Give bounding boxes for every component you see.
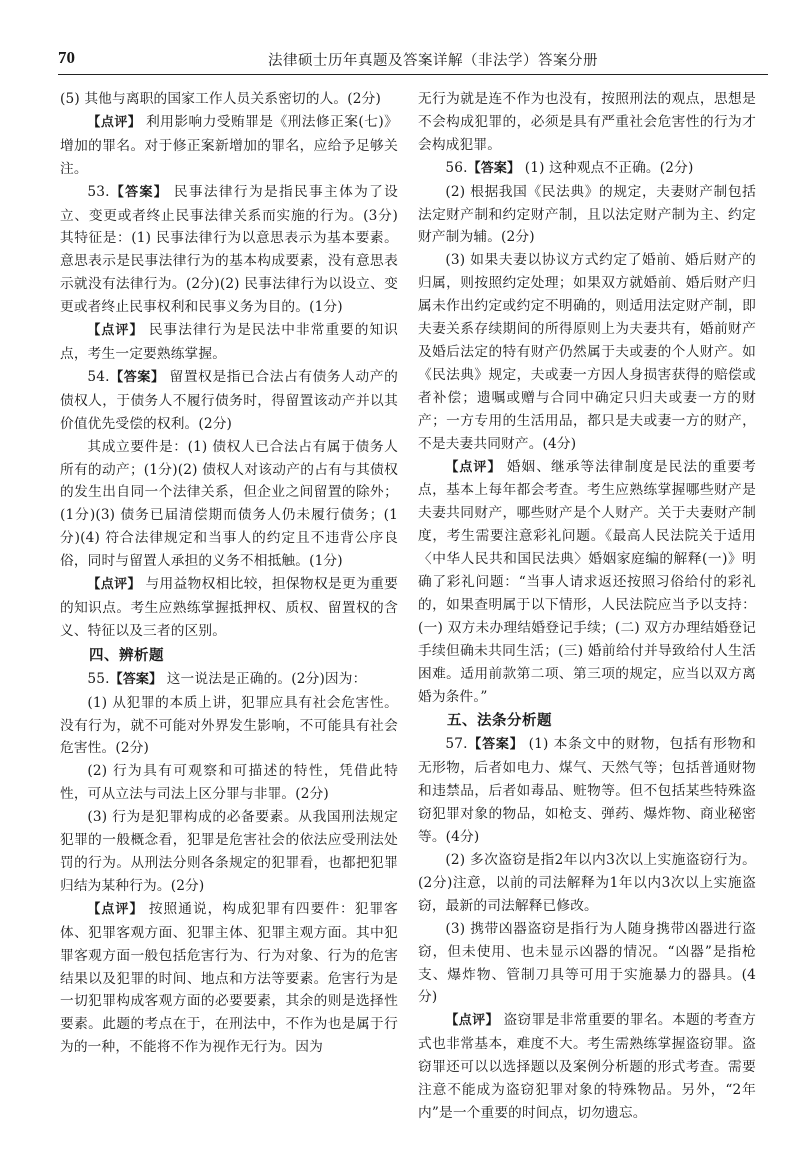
comment-tag: 【点评】 — [87, 901, 144, 917]
page-number: 70 — [58, 48, 75, 67]
q54-answer-text: 留置权是指已合法占有债务人动产的债权人，于债务人不履行债务时，得留置该动产并以其价值优先受偿的权利。(2分) — [60, 368, 398, 432]
answer-tag: 【答案】 — [109, 184, 169, 200]
comment-tag: 【点评】 — [87, 323, 144, 339]
left-column — [60, 88, 398, 1059]
comment-tag: 【点评】 — [445, 459, 502, 475]
q52-answer-end: (5) 其他与离职的国家工作人员关系密切的人。(2分) — [60, 91, 381, 107]
q54-comment-text: 与用益物权相比较，担保物权是更为重要的知识点。考生应熟练掌握抵押权、质权、留置权的含义、特征以及三者的区别。 — [60, 576, 398, 639]
q55-comment-continued: 无行为就是连不作为也没有，按照刑法的观点，思想是不会构成犯罪的，必须是具有严重社会危害性的行为才会构成犯罪。 — [418, 91, 756, 153]
q54-comment — [60, 573, 398, 643]
q56-number: 56. — [445, 159, 468, 176]
q57-answer — [418, 733, 756, 849]
q57-comment — [418, 1009, 756, 1125]
answer-tag: 【答案】 — [109, 671, 163, 687]
q53-answer-text: 民事法律行为是指民事主体为了设立、变更或者终止民事法律关系而实施的行为。(3分)其特征是：(1) 民事法律行为以意思表示为基本要素。意思表示是民事法律行为的基本构成要素，没有意思表示就没有法律行为。(2分)(2) 民事法律行为以设立、变更或者终止民事权利和民事义务为目的。(1分) — [60, 183, 398, 316]
q57-point-3: (3) 携带凶器盗窃是指行为人随身携带凶器进行盗窃，但未使用、也未显示凶器的情况。“凶器”是指枪支、爆炸物、管制刀具等可用于实施暴力的器具。(4分) — [418, 920, 756, 1006]
q53-number: 53. — [87, 183, 110, 200]
q56-answer-text: (1) 这种观点不正确。(2分) — [520, 159, 694, 176]
q55-number: 55. — [87, 670, 110, 687]
q55-answer — [60, 668, 398, 692]
q56-comment — [418, 456, 756, 709]
q56-point-2: (2) 根据我国《民法典》的规定，夫妻财产制包括法定财产制和约定财产制，且以法定财产制为主、约定财产制为辅。(2分) — [418, 183, 756, 246]
q54-answer — [60, 366, 398, 436]
answer-tag: 【答案】 — [109, 369, 165, 385]
q53-answer — [60, 181, 398, 319]
q52-comment-text: 利用影响力受贿罪是《刑法修正案(七)》增加的罪名。对于修正案新增加的罪名，应给予足够关注。 — [60, 113, 398, 177]
q56-point-3: (3) 如果夫妻以协议方式约定了婚前、婚后财产的归属，则按照约定处理；如果双方就婚前、婚后财产归属未作出约定或约定不明确的，则适用法定财产制，即夫妻关系存续期间的所得原则上为夫妻共有，婚前财产及婚后法定的特有财产仍然属于夫或妻的个人财产。如《民法典》规定，夫或妻一方因人身损害获得的赔偿或者补偿；遗嘱或赠与合同中确定只归夫或妻一方的财产；一方专用的生活用品，都只是夫或妻一方的财产，不是夫妻共同财产。(4分) — [418, 252, 756, 452]
page-header — [58, 42, 768, 75]
comment-tag: 【点评】 — [445, 1013, 499, 1029]
q55-comment — [60, 898, 398, 1059]
q56-answer — [418, 157, 756, 181]
running-title: 法律硕士历年真题及答案详解（非法学）答案分册 — [268, 53, 598, 69]
q57-number: 57. — [445, 736, 468, 753]
answer-tag: 【答案】 — [467, 737, 524, 753]
section-5-title: 五、法条分析题 — [447, 713, 552, 730]
q53-comment-text: 民事法律行为是民法中非常重要的知识点，考生一定要熟练掌握。 — [60, 322, 398, 362]
comment-tag: 【点评】 — [87, 577, 141, 593]
q57-answer-text: (1) 本条文中的财物，包括有形物和无形物，后者如电力、煤气、天然气等；包括普通财物和违禁品，后者如毒品、赃物等。但不包括某些特殊盗窃犯罪对象的物品，如枪支、弹药、爆炸物、商业秘密等。(4分) — [418, 736, 756, 846]
q54-conditions: 其成立要件是：(1) 债权人已合法占有属于债务人所有的动产；(1分)(2) 债权人对该动产的占有与其债权的发生出自同一个法律关系，但企业之间留置的除外；(1分)(3) 债务已届清偿期而债务人仍未履行债务；(1分)(4) 符合法律规定和当事人的约定且不违背公序良俗，同时与留置人承担的义务不相抵触。(1分) — [60, 438, 398, 570]
q53-comment — [60, 319, 398, 366]
answer-tag: 【答案】 — [467, 160, 521, 176]
q57-point-2: (2) 多次盗窃是指2年以内3次以上实施盗窃行为。(2分)注意，以前的司法解释为1年以内3次以上实施盗窃，最新的司法解释已修改。 — [418, 852, 756, 914]
q54-number: 54. — [87, 368, 110, 385]
q52-comment — [60, 111, 398, 181]
right-column — [418, 88, 756, 1125]
q55-comment-text: 按照通说，构成犯罪有四要件：犯罪客体、犯罪客观方面、犯罪主体、犯罪主观方面。其中犯罪客观方面一般包括危害行为、行为对象、行为的危害结果以及犯罪的时间、地点和方法等要素。危害行为是一切犯罪构成客观方面的必要要素，其余的则是选择性要素。此题的考点在于，在刑法中，不作为也是属于行为的一种，不能将不作为视作无行为。因为 — [60, 900, 398, 1056]
section-4-title: 四、辨析题 — [89, 647, 164, 664]
q55-answer-text: 这一说法是正确的。(2分)因为： — [162, 670, 367, 687]
comment-tag: 【点评】 — [87, 114, 142, 130]
q55-point-1: (1) 从犯罪的本质上讲，犯罪应具有社会危害性。没有行为，就不可能对外界发生影响，不可能具有社会危害性。(2分) — [60, 694, 398, 757]
q55-point-3: (3) 行为是犯罪构成的必备要素。从我国刑法规定犯罪的一般概念看，犯罪是危害社会的依法应受刑法处罚的行为。从刑法分则各条规定的犯罪看，也都把犯罪归结为某种行为。(2分) — [60, 809, 398, 894]
q55-point-2: (2) 行为具有可观察和可描述的特性，凭借此特性，可从立法与司法上区分罪与非罪。(2分) — [60, 763, 398, 803]
q56-comment-text: 婚姻、继承等法律制度是民法的重要考点，基本上每年都会考查。考生应熟练掌握哪些财产是夫妻共同财产，哪些财产是个人财产。关于夫妻财产制度，考生需要注意彩礼问题。《最高人民法院关于适用〈中华人民共和国民法典〉婚姻家庭编的解释(一)》明确了彩礼问题：“当事人请求返还按照习俗给付的彩礼的，如果查明属于以下情形，人民法院应当予以支持：(一) 双方未办理结婚登记手续；(二) 双方办理结婚登记手续但确未共同生活；(三) 婚前给付并导致给付人生活困难。适用前款第二项、第三项的规定，应当以双方离婚为条件。” — [418, 458, 756, 705]
q57-comment-text: 盗窃罪是非常重要的罪名。本题的考查方式也非常基本，难度不大。考生需熟练掌握盗窃罪。盗窃罪还可以以选择题以及案例分析题的形式考查。需要注意不能成为盗窃犯罪对象的特殊物品。另外，“2年内”是一个重要的时间点，切勿遗忘。 — [418, 1012, 756, 1121]
